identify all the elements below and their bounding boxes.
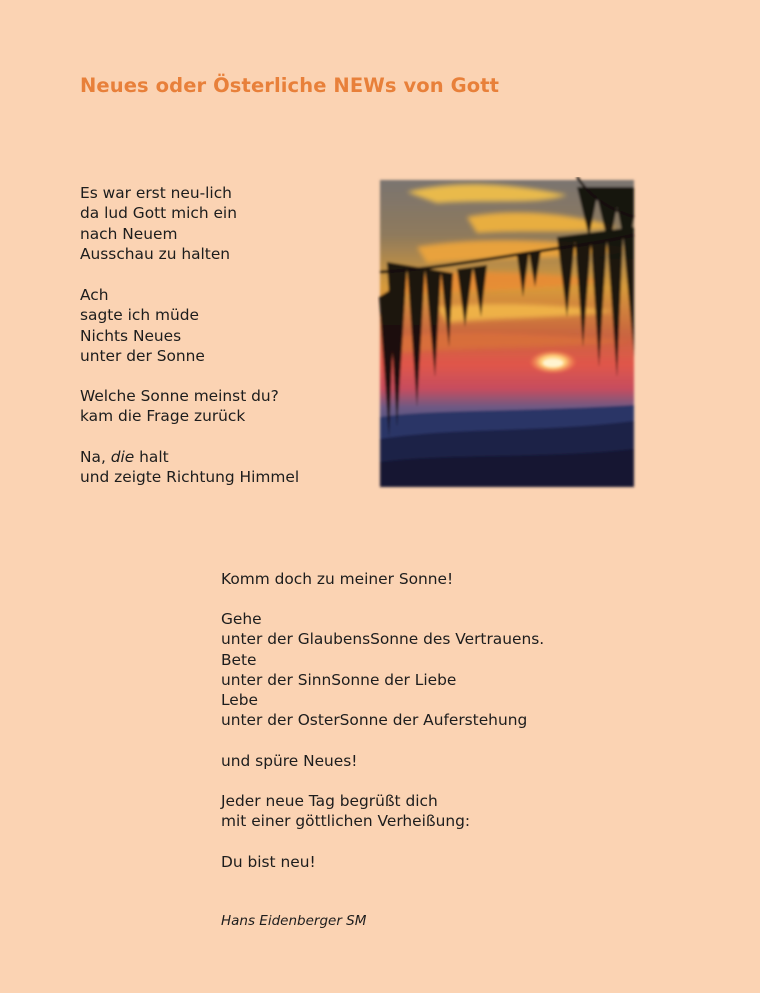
poem-line: Ach [80, 286, 109, 304]
stanza-9 [221, 852, 316, 872]
poem-line: Nichts Neues [80, 326, 182, 345]
poem-emphasis: die [110, 448, 135, 466]
stanza-1 [80, 183, 237, 264]
stanza-3 [80, 386, 279, 427]
stanza-6 [221, 609, 544, 731]
author-signature: Hans Eidenberger SM [221, 913, 367, 929]
poem-line: mit einer göttlichen Verheißung: [221, 812, 471, 831]
stanza-4 [80, 447, 299, 488]
poem-line: nach Neuem [80, 224, 178, 243]
stanza-8 [221, 791, 470, 832]
poem-line: und zeigte Richtung Himmel [80, 468, 300, 487]
poem-text: halt [134, 448, 169, 466]
poem-line: Bete [221, 650, 257, 669]
poem-line [80, 447, 299, 467]
poem-line: unter der GlaubensSonne des Vertrauens. [221, 630, 545, 649]
poem-line: Komm doch zu meiner Sonne! [221, 570, 454, 588]
poem-line: und spüre Neues! [221, 752, 358, 770]
poem-line: unter der OsterSonne der Auferstehung [221, 711, 528, 730]
poem-line: Es war erst neu-lich [80, 184, 232, 202]
poem-line: kam die Frage zurück [80, 407, 246, 426]
poem-line: unter der SinnSonne der Liebe [221, 670, 457, 689]
page-title: Neues oder Österliche NEWs von Gott [80, 74, 500, 97]
poem-line: da lud Gott mich ein [80, 204, 237, 223]
stanza-2 [80, 285, 205, 366]
stanza-5 [221, 569, 453, 589]
poem-text: Na, [80, 448, 111, 466]
sunset-with-pine-branches-photo [377, 177, 637, 490]
poem-line: Welche Sonne meinst du? [80, 387, 279, 405]
poem-line: unter der Sonne [80, 346, 205, 365]
poem-line: Lebe [221, 691, 259, 710]
poem-line: Gehe [221, 610, 262, 628]
poem-line: Ausschau zu halten [80, 244, 231, 263]
poem-line: Jeder neue Tag begrüßt dich [221, 792, 438, 810]
poem-line: Du bist neu! [221, 853, 316, 871]
stanza-7 [221, 751, 357, 771]
poem-line: sagte ich müde [80, 306, 199, 325]
